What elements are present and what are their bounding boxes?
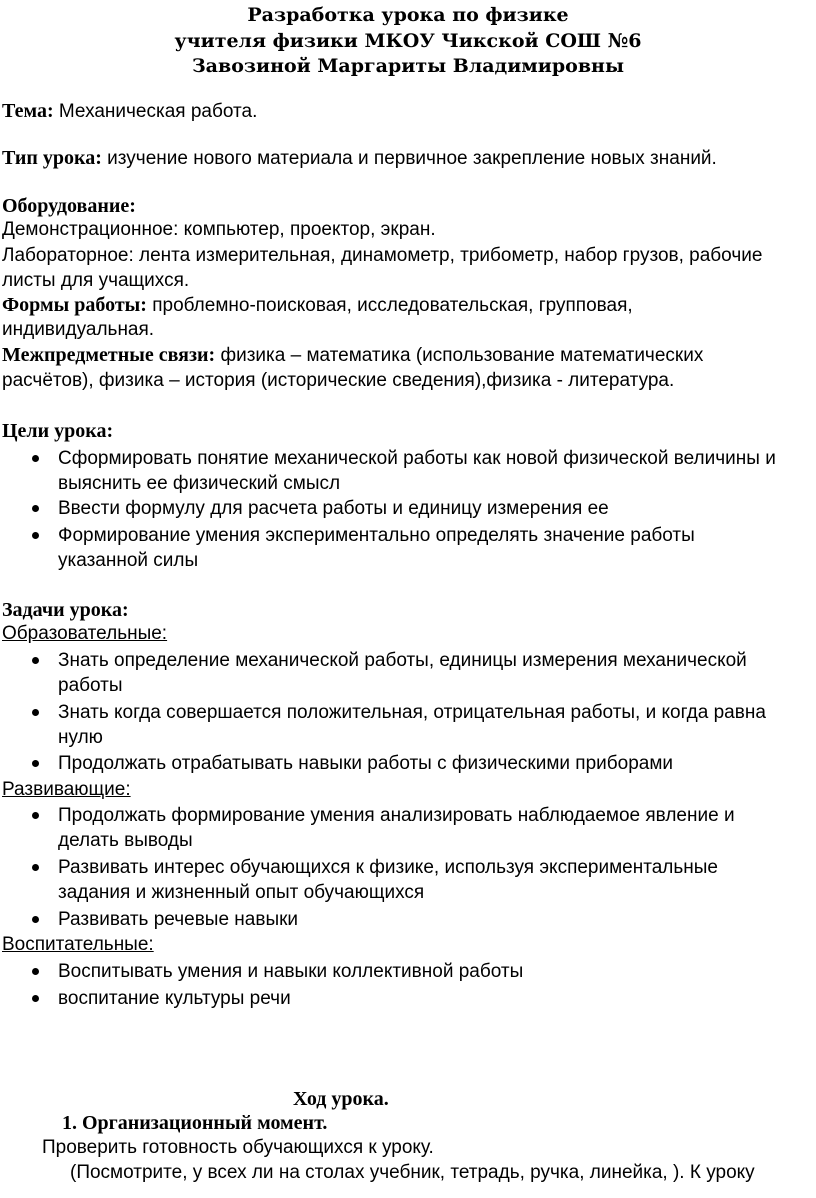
bullet-icon: [32, 916, 39, 923]
work-forms-line-1: [2, 292, 633, 319]
procedure-line-2: (Посмотрите, у всех ли на столах учебник, тетрадь, ручка, линейка, ). К уроку: [70, 1162, 755, 1183]
links-label: Межпредметные связи:: [2, 344, 216, 366]
goal-item-1-line-2: выяснить ее физический смысл: [58, 473, 341, 494]
equipment-demo: Демонстрационное: компьютер, проектор, экран.: [2, 219, 436, 240]
goal-item-3-line-1: Формирование умения экспериментально определять значение работы: [58, 525, 695, 546]
goal-item-3-line-2: указанной силы: [58, 550, 199, 571]
doc-title-line-3: Завозиной Маргариты Владимировны: [191, 55, 625, 77]
educational-label: Образовательные:: [2, 623, 168, 644]
educational-item-2-line-2: нулю: [58, 727, 103, 748]
equipment-lab-line-2: листы для учащихся.: [2, 270, 190, 291]
developing-item-1-line-2: делать выводы: [58, 830, 193, 851]
bullet-icon: [32, 864, 39, 871]
equipment-label: Оборудование:: [2, 195, 136, 217]
work-forms-value: проблемно-поисковая, исследовательская, групповая,: [146, 295, 633, 316]
work-forms-line-2: индивидуальная.: [2, 319, 155, 340]
lesson-type-value: изучение нового материала и первичное закрепление новых знаний.: [101, 148, 717, 169]
links-line-2: расчётов), физика – история (исторические сведения),физика - литература.: [2, 370, 675, 391]
tasks-label: Задачи урока:: [2, 599, 129, 621]
goal-item-1-line-1: Сформировать понятие механической работы как новой физической величины и: [58, 448, 776, 469]
educational-item-2-line-1: Знать когда совершается положительная, отрицательная работы, и когда равна: [58, 702, 766, 723]
educational-item-3: Продолжать отрабатывать навыки работы с физическими приборами: [58, 753, 674, 774]
bullet-icon: [32, 657, 39, 664]
developing-item-2-line-2: задания и жизненный опыт обучающихся: [58, 882, 425, 903]
work-forms-label: Формы работы:: [2, 294, 147, 316]
educational-item-1-line-1: Знать определение механической работы, единицы измерения механической: [58, 650, 747, 671]
equipment-lab-line-1: Лабораторное: лента измерительная, динамометр, трибометр, набор грузов, рабочие: [2, 245, 763, 266]
topic-value: Механическая работа.: [53, 101, 258, 122]
links-line-1: [2, 342, 703, 369]
topic-label: Тема:: [2, 100, 54, 122]
goals-label: Цели урока:: [2, 420, 114, 442]
bullet-icon: [32, 760, 39, 767]
doc-title-line-2: учителя физики МКОУ Чикской СОШ №6: [174, 30, 642, 52]
upbringing-item-2: воспитание культуры речи: [58, 988, 291, 1009]
bullet-icon: [32, 455, 39, 462]
procedure-step-1: 1. Организационный момент.: [62, 1112, 328, 1134]
educational-item-1-line-2: работы: [58, 675, 123, 696]
bullet-icon: [32, 968, 39, 975]
topic-line: [2, 98, 257, 125]
developing-label: Развивающие:: [2, 779, 131, 800]
bullet-icon: [32, 812, 39, 819]
developing-item-3: Развивать речевые навыки: [58, 909, 299, 930]
goal-item-2: Ввести формулу для расчета работы и единицу измерения ее: [58, 498, 609, 519]
developing-item-1-line-1: Продолжать формирование умения анализировать наблюдаемое явление и: [58, 805, 735, 826]
links-value: физика – математика (использование математических: [215, 345, 704, 366]
bullet-icon: [32, 505, 39, 512]
lesson-type-line: [2, 145, 717, 172]
upbringing-item-1: Воспитывать умения и навыки коллективной работы: [58, 961, 524, 982]
developing-item-2-line-1: Развивать интерес обучающихся к физике, используя экспериментальные: [58, 857, 718, 878]
procedure-title: Ход урока.: [293, 1088, 389, 1110]
bullet-icon: [32, 995, 39, 1002]
bullet-icon: [32, 532, 39, 539]
bullet-icon: [32, 709, 39, 716]
doc-title-line-1: Разработка урока по физике: [247, 4, 569, 26]
lesson-type-label: Тип урока:: [2, 147, 102, 169]
upbringing-label: Воспитательные:: [2, 934, 154, 955]
procedure-line-1: Проверить готовность обучающихся к уроку.: [42, 1137, 434, 1158]
